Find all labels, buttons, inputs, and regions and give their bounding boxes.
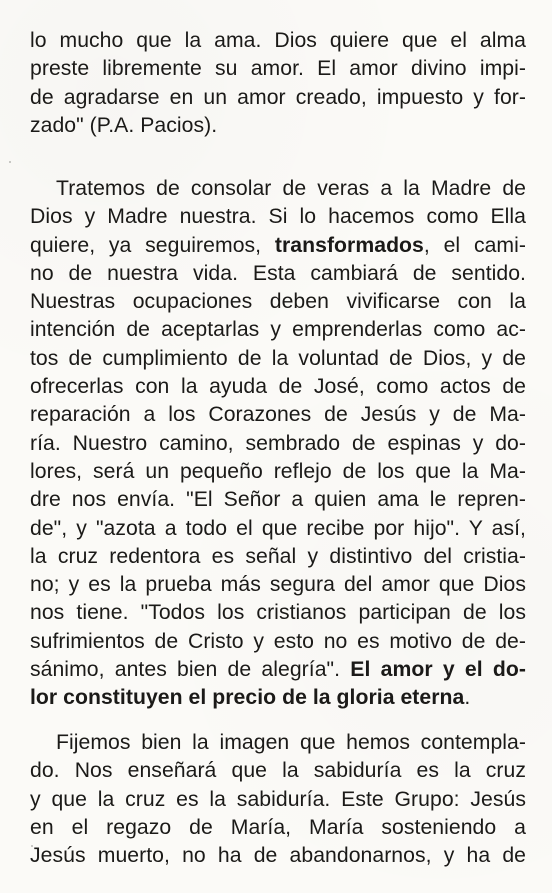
text-line: Jesús muerto, no ha de abandonarnos, y ha de: [30, 844, 526, 868]
text-line: de", y "azota a todo el que recibe por hijo". Y así,: [30, 516, 526, 540]
text-run: .: [464, 686, 471, 710]
text-line: Fijemos bien la imagen que hemos contempla-: [56, 731, 526, 754]
text-line: y que la cruz es la sabiduría. Este Grupo: Jesús: [30, 787, 526, 811]
text-line: Tratemos de consolar de veras a la Madre de: [56, 177, 526, 200]
paragraph-2: [30, 175, 526, 713]
text-line: de agradarse en un amor creado, impuesto y for-: [30, 85, 526, 109]
scan-speck: [31, 845, 33, 847]
text-line: preste libremente su amor. El amor divino impi-: [30, 57, 526, 81]
text-line: lo mucho que la ama. Dios quiere que el alma: [30, 29, 526, 52]
text-line: no de nuestra vida. Esta cambiará de sentido.: [30, 261, 526, 285]
text-line: ría. Nuestro camino, sembrado de espinas y do-: [30, 431, 526, 455]
text-line: ofrecerlas con la ayuda de José, como actos de: [30, 375, 526, 399]
text-line: la cruz redentora es señal y distintivo del cristia-: [30, 544, 526, 568]
paragraph-3: [30, 729, 526, 870]
text-line: nos tiene. "Todos los cristianos participan de los: [30, 601, 526, 625]
text-run: quiere, ya seguiremos,: [30, 233, 275, 257]
text-line: en el regazo de María, María sosteniendo a: [30, 815, 526, 839]
text-line: no; y es la prueba más segura del amor que Dios: [30, 573, 526, 597]
text-line: do. Nos enseñará que la sabiduría es la cruz: [30, 759, 526, 783]
text-line: tos de cumplimiento de la voluntad de Dios, y de: [30, 346, 526, 370]
text-line: reparación a los Corazones de Jesús y de Ma-: [30, 403, 526, 427]
text-run: , el cami-: [423, 233, 526, 257]
text-line: lores, será un pequeño reflejo de los que la Ma-: [30, 459, 526, 483]
text-line: intención de aceptarlas y emprenderlas como ac-: [30, 318, 526, 342]
bold-text: El amor y el do-: [350, 658, 526, 682]
text-line: sufrimientos de Cristo y esto no es motivo de de-: [30, 629, 526, 653]
text-line: zado" (P.A. Pacios).: [30, 113, 218, 137]
text-run: sánimo, antes bien de alegría".: [30, 658, 351, 682]
paragraph-1: [30, 27, 526, 140]
text-line: Nuestras ocupaciones deben vivificarse con la: [30, 290, 526, 314]
text-run: Dios y Madre nuestra. Si lo hacemos como Ella: [30, 205, 526, 229]
text-line: [30, 684, 526, 712]
bold-text: lor constituyen el precio de la gloria eterna: [30, 686, 465, 710]
text-line: [30, 232, 526, 260]
bold-text: transformados: [274, 233, 424, 257]
text-line: [30, 656, 526, 684]
scan-speck: [9, 161, 11, 163]
text-line: dre nos envía. "El Señor a quien ama le repren-: [30, 488, 526, 512]
text-line: [30, 203, 526, 231]
